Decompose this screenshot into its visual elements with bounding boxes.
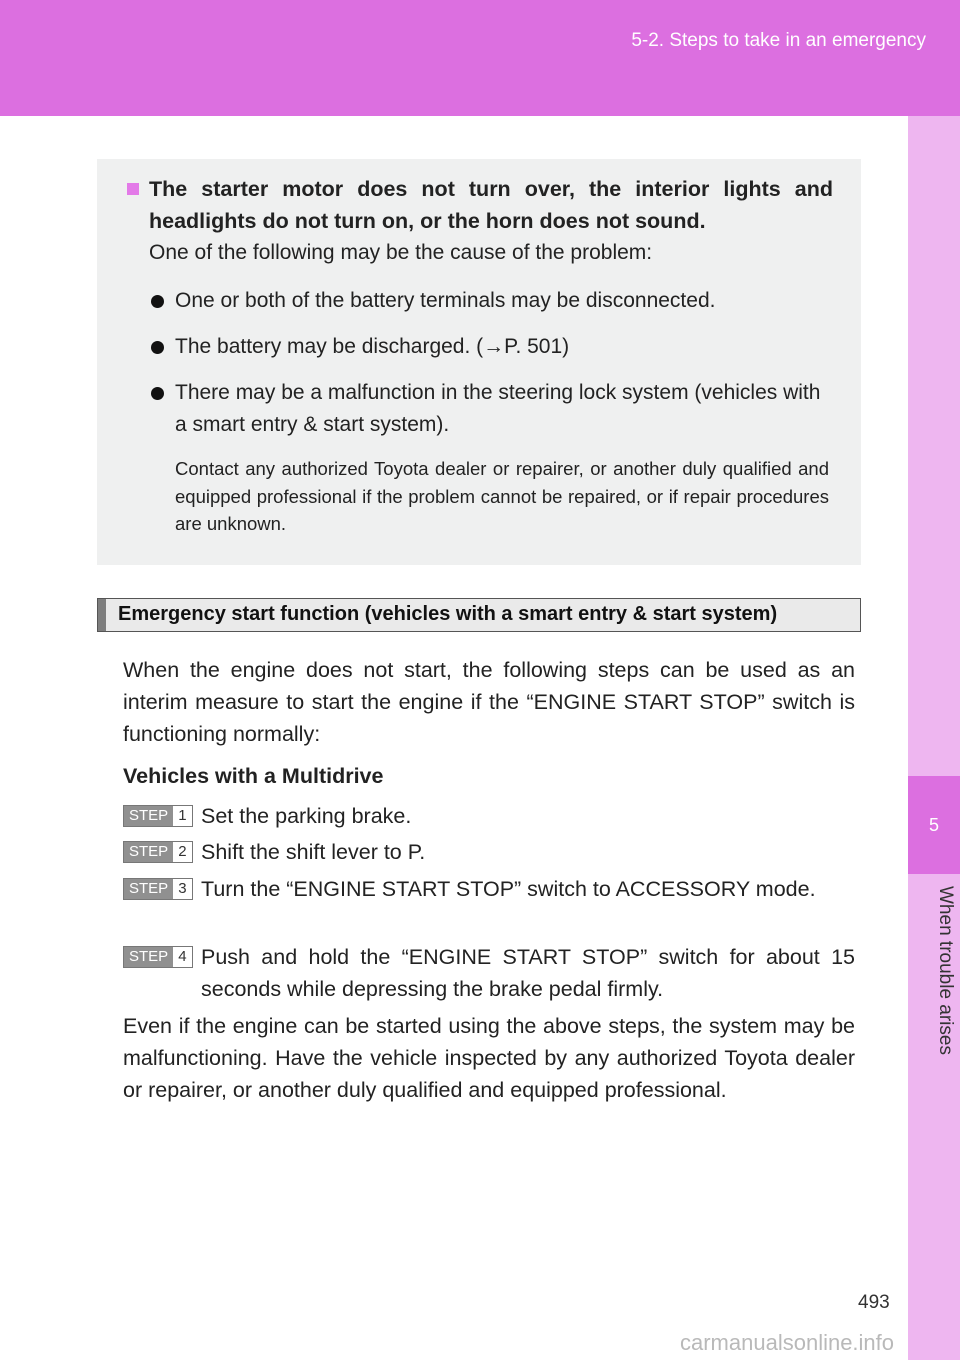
watermark: carmanualsonline.info [680, 1330, 895, 1355]
square-bullet-icon [127, 183, 139, 195]
chapter-sidebar [908, 116, 960, 1360]
info-box-note: Contact any authorized Toyota dealer or repairer, or another duly qualified and equipped professional if the problem cannot be repaired, or if repair procedures are unknown. [175, 458, 829, 534]
chapter-title: When trouble arises [935, 886, 956, 1055]
step-item: STEP 2 Shift the shift lever to P. [123, 836, 855, 868]
intro-paragraph: When the engine does not start, the following steps can be used as an interim measure to start the engine if the “ENGINE START STOP” switch is functioning normally: [123, 658, 855, 746]
step-badge: STEP 1 [123, 805, 193, 827]
step-badge: STEP 4 [123, 946, 193, 968]
step-badge: STEP 3 [123, 878, 193, 900]
bullet-dot-icon [151, 341, 164, 354]
bullet-dot-icon [151, 387, 164, 400]
list-item: One or both of the battery terminals may be disconnected. [151, 285, 831, 317]
list-item: The battery may be discharged. (→P. 501) [151, 331, 831, 363]
step-badge: STEP 2 [123, 841, 193, 863]
chapter-number-tab[interactable]: 5 [908, 776, 960, 874]
info-box-intro: One of the following may be the cause of the problem: [149, 241, 653, 264]
header-bar [0, 0, 960, 116]
info-box-heading: The starter motor does not turn over, the interior lights and headlights do not turn on, or the horn does not sound. [127, 173, 833, 237]
list-item: There may be a malfunction in the steering lock system (vehicles with a smart entry & start system). [151, 377, 831, 441]
closing-paragraph: Even if the engine can be started using the above steps, the system may be malfunctioning. Have the vehicle inspected by any authorized Toyota dealer or repairer, or another duly qualified and equipped professional. [123, 1014, 855, 1102]
subheading: Vehicles with a Multidrive [123, 764, 384, 788]
step-item: STEP 3 Turn the “ENGINE START STOP” switch to ACCESSORY mode. [123, 873, 855, 905]
page-number: 493 [858, 1292, 890, 1313]
heading-accent [98, 599, 106, 631]
step-item: STEP 4 Push and hold the “ENGINE START STOP” switch for about 15 seconds while depressing the brake pedal firmly. [123, 941, 855, 1005]
section-title: 5-2. Steps to take in an emergency [631, 30, 926, 51]
section-heading: Emergency start function (vehicles with a smart entry & start system) [97, 598, 861, 632]
step-item: STEP 1 Set the parking brake. [123, 800, 855, 832]
info-box [97, 159, 861, 565]
bullet-dot-icon [151, 295, 164, 308]
